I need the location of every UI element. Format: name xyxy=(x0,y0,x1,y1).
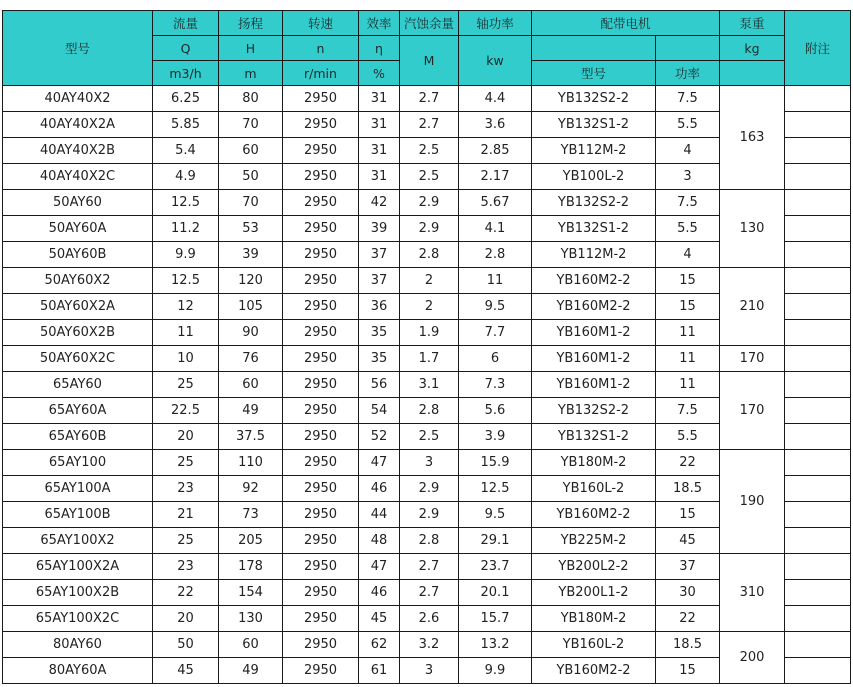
table-header xyxy=(3,11,851,86)
header-speed: 转速 xyxy=(283,11,359,36)
head-cell: 60 xyxy=(219,632,283,658)
header-efficiency: 效率 xyxy=(359,11,400,36)
npsh-cell: 3.1 xyxy=(400,372,459,398)
speed-cell: 2950 xyxy=(283,112,359,138)
motor-model-cell: YB160M2-2 xyxy=(532,268,656,294)
shaft-power-cell: 7.3 xyxy=(459,372,532,398)
model-cell: 80AY60 xyxy=(3,632,153,658)
flow-cell: 25 xyxy=(153,528,219,554)
header-npsh: 汽蚀余量 xyxy=(400,11,459,36)
header-speed-unit: r/min xyxy=(283,61,359,86)
shaft-power-cell: 3.9 xyxy=(459,424,532,450)
shaft-power-cell: 20.1 xyxy=(459,580,532,606)
flow-cell: 45 xyxy=(153,658,219,684)
motor-model-cell: YB200L2-2 xyxy=(532,554,656,580)
header-shaft-power-unit: kw xyxy=(459,36,532,86)
note-cell xyxy=(785,502,851,528)
efficiency-cell: 56 xyxy=(359,372,400,398)
shaft-power-cell: 2.17 xyxy=(459,164,532,190)
efficiency-cell: 47 xyxy=(359,450,400,476)
head-cell: 53 xyxy=(219,216,283,242)
note-cell xyxy=(785,346,851,372)
efficiency-cell: 48 xyxy=(359,528,400,554)
note-cell xyxy=(785,190,851,216)
speed-cell: 2950 xyxy=(283,632,359,658)
table-row xyxy=(3,554,851,580)
header-head-unit: m xyxy=(219,61,283,86)
header-head: 扬程 xyxy=(219,11,283,36)
npsh-cell: 2 xyxy=(400,268,459,294)
npsh-cell: 2.8 xyxy=(400,528,459,554)
motor-power-cell: 22 xyxy=(656,606,720,632)
flow-cell: 4.9 xyxy=(153,164,219,190)
motor-model-cell: YB112M-2 xyxy=(532,242,656,268)
speed-cell: 2950 xyxy=(283,294,359,320)
model-cell: 50AY60 xyxy=(3,190,153,216)
speed-cell: 2950 xyxy=(283,476,359,502)
npsh-cell: 3 xyxy=(400,450,459,476)
motor-model-cell: YB132S1-2 xyxy=(532,424,656,450)
motor-power-cell: 3 xyxy=(656,164,720,190)
model-cell: 50AY60X2B xyxy=(3,320,153,346)
flow-cell: 22 xyxy=(153,580,219,606)
npsh-cell: 1.7 xyxy=(400,346,459,372)
flow-cell: 23 xyxy=(153,554,219,580)
motor-model-cell: YB160M1-2 xyxy=(532,372,656,398)
flow-cell: 9.9 xyxy=(153,242,219,268)
weight-cell: 190 xyxy=(720,450,785,554)
flow-cell: 25 xyxy=(153,372,219,398)
motor-power-cell: 30 xyxy=(656,580,720,606)
note-cell xyxy=(785,112,851,138)
shaft-power-cell: 11 xyxy=(459,268,532,294)
motor-model-cell: YB112M-2 xyxy=(532,138,656,164)
efficiency-cell: 31 xyxy=(359,138,400,164)
motor-power-cell: 7.5 xyxy=(656,398,720,424)
weight-cell: 310 xyxy=(720,554,785,632)
speed-cell: 2950 xyxy=(283,398,359,424)
speed-cell: 2950 xyxy=(283,164,359,190)
speed-cell: 2950 xyxy=(283,580,359,606)
shaft-power-cell: 9.9 xyxy=(459,658,532,684)
weight-cell: 210 xyxy=(720,268,785,346)
npsh-cell: 3 xyxy=(400,658,459,684)
speed-cell: 2950 xyxy=(283,242,359,268)
flow-cell: 23 xyxy=(153,476,219,502)
speed-cell: 2950 xyxy=(283,450,359,476)
header-motor-blank xyxy=(532,36,656,61)
efficiency-cell: 36 xyxy=(359,294,400,320)
motor-power-cell: 4 xyxy=(656,242,720,268)
head-cell: 37.5 xyxy=(219,424,283,450)
motor-model-cell: YB132S2-2 xyxy=(532,190,656,216)
efficiency-cell: 31 xyxy=(359,86,400,112)
head-cell: 49 xyxy=(219,398,283,424)
header-efficiency-unit: % xyxy=(359,61,400,86)
table-row xyxy=(3,86,851,112)
header-motor-blank-2 xyxy=(656,36,720,61)
note-cell xyxy=(785,372,851,398)
motor-model-cell: YB180M-2 xyxy=(532,450,656,476)
motor-model-cell: YB160M1-2 xyxy=(532,346,656,372)
model-cell: 50AY60X2 xyxy=(3,268,153,294)
speed-cell: 2950 xyxy=(283,268,359,294)
flow-cell: 12 xyxy=(153,294,219,320)
motor-power-cell: 11 xyxy=(656,372,720,398)
shaft-power-cell: 6 xyxy=(459,346,532,372)
head-cell: 60 xyxy=(219,372,283,398)
model-cell: 65AY100X2A xyxy=(3,554,153,580)
model-cell: 50AY60X2C xyxy=(3,346,153,372)
shaft-power-cell: 9.5 xyxy=(459,294,532,320)
motor-model-cell: YB132S1-2 xyxy=(532,112,656,138)
shaft-power-cell: 4.4 xyxy=(459,86,532,112)
note-cell xyxy=(785,86,851,112)
shaft-power-cell: 13.2 xyxy=(459,632,532,658)
efficiency-cell: 35 xyxy=(359,320,400,346)
shaft-power-cell: 4.1 xyxy=(459,216,532,242)
head-cell: 60 xyxy=(219,138,283,164)
table-row xyxy=(3,346,851,372)
head-cell: 70 xyxy=(219,112,283,138)
speed-cell: 2950 xyxy=(283,372,359,398)
motor-model-cell: YB160M2-2 xyxy=(532,502,656,528)
flow-cell: 5.85 xyxy=(153,112,219,138)
flow-cell: 50 xyxy=(153,632,219,658)
head-cell: 105 xyxy=(219,294,283,320)
shaft-power-cell: 23.7 xyxy=(459,554,532,580)
model-cell: 65AY100A xyxy=(3,476,153,502)
note-cell xyxy=(785,580,851,606)
motor-model-cell: YB160L-2 xyxy=(532,476,656,502)
table-row xyxy=(3,450,851,476)
flow-cell: 10 xyxy=(153,346,219,372)
head-cell: 178 xyxy=(219,554,283,580)
shaft-power-cell: 2.85 xyxy=(459,138,532,164)
note-cell xyxy=(785,476,851,502)
header-head-symbol: H xyxy=(219,36,283,61)
npsh-cell: 2.7 xyxy=(400,112,459,138)
model-cell: 65AY100X2 xyxy=(3,528,153,554)
speed-cell: 2950 xyxy=(283,346,359,372)
efficiency-cell: 46 xyxy=(359,476,400,502)
head-cell: 80 xyxy=(219,86,283,112)
npsh-cell: 2.8 xyxy=(400,398,459,424)
model-cell: 50AY60X2A xyxy=(3,294,153,320)
model-cell: 40AY40X2C xyxy=(3,164,153,190)
table-row xyxy=(3,372,851,398)
table-row xyxy=(3,190,851,216)
model-cell: 40AY40X2 xyxy=(3,86,153,112)
note-cell xyxy=(785,138,851,164)
table-body xyxy=(3,86,851,684)
efficiency-cell: 46 xyxy=(359,580,400,606)
model-cell: 40AY40X2B xyxy=(3,138,153,164)
header-motor-power: 功率 xyxy=(656,61,720,86)
note-cell xyxy=(785,242,851,268)
shaft-power-cell: 15.7 xyxy=(459,606,532,632)
header-flow-symbol: Q xyxy=(153,36,219,61)
speed-cell: 2950 xyxy=(283,658,359,684)
header-speed-symbol: n xyxy=(283,36,359,61)
motor-model-cell: YB132S1-2 xyxy=(532,216,656,242)
efficiency-cell: 44 xyxy=(359,502,400,528)
model-cell: 65AY60B xyxy=(3,424,153,450)
flow-cell: 22.5 xyxy=(153,398,219,424)
head-cell: 73 xyxy=(219,502,283,528)
head-cell: 92 xyxy=(219,476,283,502)
motor-power-cell: 18.5 xyxy=(656,476,720,502)
motor-power-cell: 22 xyxy=(656,450,720,476)
model-cell: 80AY60A xyxy=(3,658,153,684)
efficiency-cell: 37 xyxy=(359,242,400,268)
motor-model-cell: YB160M2-2 xyxy=(532,294,656,320)
shaft-power-cell: 2.8 xyxy=(459,242,532,268)
header-npsh-symbol: M xyxy=(400,36,459,86)
head-cell: 49 xyxy=(219,658,283,684)
model-cell: 50AY60B xyxy=(3,242,153,268)
head-cell: 76 xyxy=(219,346,283,372)
speed-cell: 2950 xyxy=(283,86,359,112)
shaft-power-cell: 5.67 xyxy=(459,190,532,216)
weight-cell: 163 xyxy=(720,86,785,190)
motor-power-cell: 11 xyxy=(656,320,720,346)
speed-cell: 2950 xyxy=(283,502,359,528)
motor-power-cell: 5.5 xyxy=(656,424,720,450)
shaft-power-cell: 12.5 xyxy=(459,476,532,502)
npsh-cell: 1.9 xyxy=(400,320,459,346)
model-cell: 65AY60A xyxy=(3,398,153,424)
note-cell xyxy=(785,658,851,684)
motor-model-cell: YB160L-2 xyxy=(532,632,656,658)
npsh-cell: 2.7 xyxy=(400,86,459,112)
npsh-cell: 2 xyxy=(400,294,459,320)
motor-power-cell: 15 xyxy=(656,294,720,320)
model-cell: 65AY100B xyxy=(3,502,153,528)
flow-cell: 25 xyxy=(153,450,219,476)
flow-cell: 12.5 xyxy=(153,268,219,294)
npsh-cell: 2.8 xyxy=(400,242,459,268)
efficiency-cell: 39 xyxy=(359,216,400,242)
head-cell: 205 xyxy=(219,528,283,554)
speed-cell: 2950 xyxy=(283,554,359,580)
npsh-cell: 3.2 xyxy=(400,632,459,658)
motor-power-cell: 15 xyxy=(656,502,720,528)
speed-cell: 2950 xyxy=(283,216,359,242)
header-weight: 泵重 xyxy=(720,11,785,36)
shaft-power-cell: 5.6 xyxy=(459,398,532,424)
weight-cell: 170 xyxy=(720,346,785,372)
flow-cell: 21 xyxy=(153,502,219,528)
npsh-cell: 2.9 xyxy=(400,476,459,502)
flow-cell: 11.2 xyxy=(153,216,219,242)
note-cell xyxy=(785,216,851,242)
motor-power-cell: 18.5 xyxy=(656,632,720,658)
motor-power-cell: 11 xyxy=(656,346,720,372)
npsh-cell: 2.5 xyxy=(400,424,459,450)
motor-power-cell: 7.5 xyxy=(656,190,720,216)
header-note: 附注 xyxy=(785,11,851,86)
model-cell: 65AY60 xyxy=(3,372,153,398)
model-cell: 40AY40X2A xyxy=(3,112,153,138)
efficiency-cell: 31 xyxy=(359,164,400,190)
motor-power-cell: 5.5 xyxy=(656,216,720,242)
note-cell xyxy=(785,268,851,294)
note-cell xyxy=(785,320,851,346)
weight-cell: 130 xyxy=(720,190,785,268)
note-cell xyxy=(785,606,851,632)
speed-cell: 2950 xyxy=(283,320,359,346)
npsh-cell: 2.5 xyxy=(400,138,459,164)
flow-cell: 20 xyxy=(153,424,219,450)
efficiency-cell: 45 xyxy=(359,606,400,632)
header-flow: 流量 xyxy=(153,11,219,36)
shaft-power-cell: 9.5 xyxy=(459,502,532,528)
head-cell: 50 xyxy=(219,164,283,190)
model-cell: 65AY100X2C xyxy=(3,606,153,632)
shaft-power-cell: 7.7 xyxy=(459,320,532,346)
head-cell: 130 xyxy=(219,606,283,632)
motor-power-cell: 7.5 xyxy=(656,86,720,112)
header-model: 型号 xyxy=(3,11,153,86)
motor-power-cell: 45 xyxy=(656,528,720,554)
head-cell: 90 xyxy=(219,320,283,346)
npsh-cell: 2.9 xyxy=(400,190,459,216)
flow-cell: 11 xyxy=(153,320,219,346)
header-efficiency-symbol: η xyxy=(359,36,400,61)
head-cell: 110 xyxy=(219,450,283,476)
motor-power-cell: 4 xyxy=(656,138,720,164)
motor-model-cell: YB132S2-2 xyxy=(532,86,656,112)
table-row xyxy=(3,632,851,658)
header-shaft-power: 轴功率 xyxy=(459,11,532,36)
efficiency-cell: 31 xyxy=(359,112,400,138)
note-cell xyxy=(785,164,851,190)
motor-power-cell: 15 xyxy=(656,268,720,294)
motor-power-cell: 5.5 xyxy=(656,112,720,138)
note-cell xyxy=(785,554,851,580)
note-cell xyxy=(785,528,851,554)
npsh-cell: 2.7 xyxy=(400,580,459,606)
efficiency-cell: 35 xyxy=(359,346,400,372)
motor-model-cell: YB160M2-2 xyxy=(532,658,656,684)
shaft-power-cell: 29.1 xyxy=(459,528,532,554)
npsh-cell: 2.5 xyxy=(400,164,459,190)
motor-model-cell: YB180M-2 xyxy=(532,606,656,632)
motor-model-cell: YB132S2-2 xyxy=(532,398,656,424)
header-weight-unit: kg xyxy=(720,36,785,61)
efficiency-cell: 52 xyxy=(359,424,400,450)
speed-cell: 2950 xyxy=(283,606,359,632)
weight-cell: 200 xyxy=(720,632,785,684)
header-motor: 配带电机 xyxy=(532,11,720,36)
motor-power-cell: 37 xyxy=(656,554,720,580)
efficiency-cell: 62 xyxy=(359,632,400,658)
note-cell xyxy=(785,424,851,450)
npsh-cell: 2.6 xyxy=(400,606,459,632)
head-cell: 120 xyxy=(219,268,283,294)
model-cell: 65AY100X2B xyxy=(3,580,153,606)
head-cell: 154 xyxy=(219,580,283,606)
speed-cell: 2950 xyxy=(283,190,359,216)
header-flow-unit: m3/h xyxy=(153,61,219,86)
flow-cell: 12.5 xyxy=(153,190,219,216)
npsh-cell: 2.9 xyxy=(400,502,459,528)
speed-cell: 2950 xyxy=(283,424,359,450)
pump-spec-table xyxy=(2,10,851,684)
head-cell: 39 xyxy=(219,242,283,268)
motor-power-cell: 15 xyxy=(656,658,720,684)
efficiency-cell: 42 xyxy=(359,190,400,216)
motor-model-cell: YB160M1-2 xyxy=(532,320,656,346)
table-row xyxy=(3,268,851,294)
npsh-cell: 2.9 xyxy=(400,216,459,242)
header-motor-model: 型号 xyxy=(532,61,656,86)
speed-cell: 2950 xyxy=(283,528,359,554)
efficiency-cell: 37 xyxy=(359,268,400,294)
note-cell xyxy=(785,294,851,320)
motor-model-cell: YB225M-2 xyxy=(532,528,656,554)
header-weight-blank xyxy=(720,61,785,86)
note-cell xyxy=(785,398,851,424)
shaft-power-cell: 15.9 xyxy=(459,450,532,476)
npsh-cell: 2.7 xyxy=(400,554,459,580)
model-cell: 50AY60A xyxy=(3,216,153,242)
head-cell: 70 xyxy=(219,190,283,216)
motor-model-cell: YB200L1-2 xyxy=(532,580,656,606)
flow-cell: 6.25 xyxy=(153,86,219,112)
note-cell xyxy=(785,450,851,476)
efficiency-cell: 54 xyxy=(359,398,400,424)
weight-cell: 170 xyxy=(720,372,785,450)
efficiency-cell: 47 xyxy=(359,554,400,580)
motor-model-cell: YB100L-2 xyxy=(532,164,656,190)
model-cell: 65AY100 xyxy=(3,450,153,476)
shaft-power-cell: 3.6 xyxy=(459,112,532,138)
efficiency-cell: 61 xyxy=(359,658,400,684)
speed-cell: 2950 xyxy=(283,138,359,164)
flow-cell: 20 xyxy=(153,606,219,632)
flow-cell: 5.4 xyxy=(153,138,219,164)
note-cell xyxy=(785,632,851,658)
